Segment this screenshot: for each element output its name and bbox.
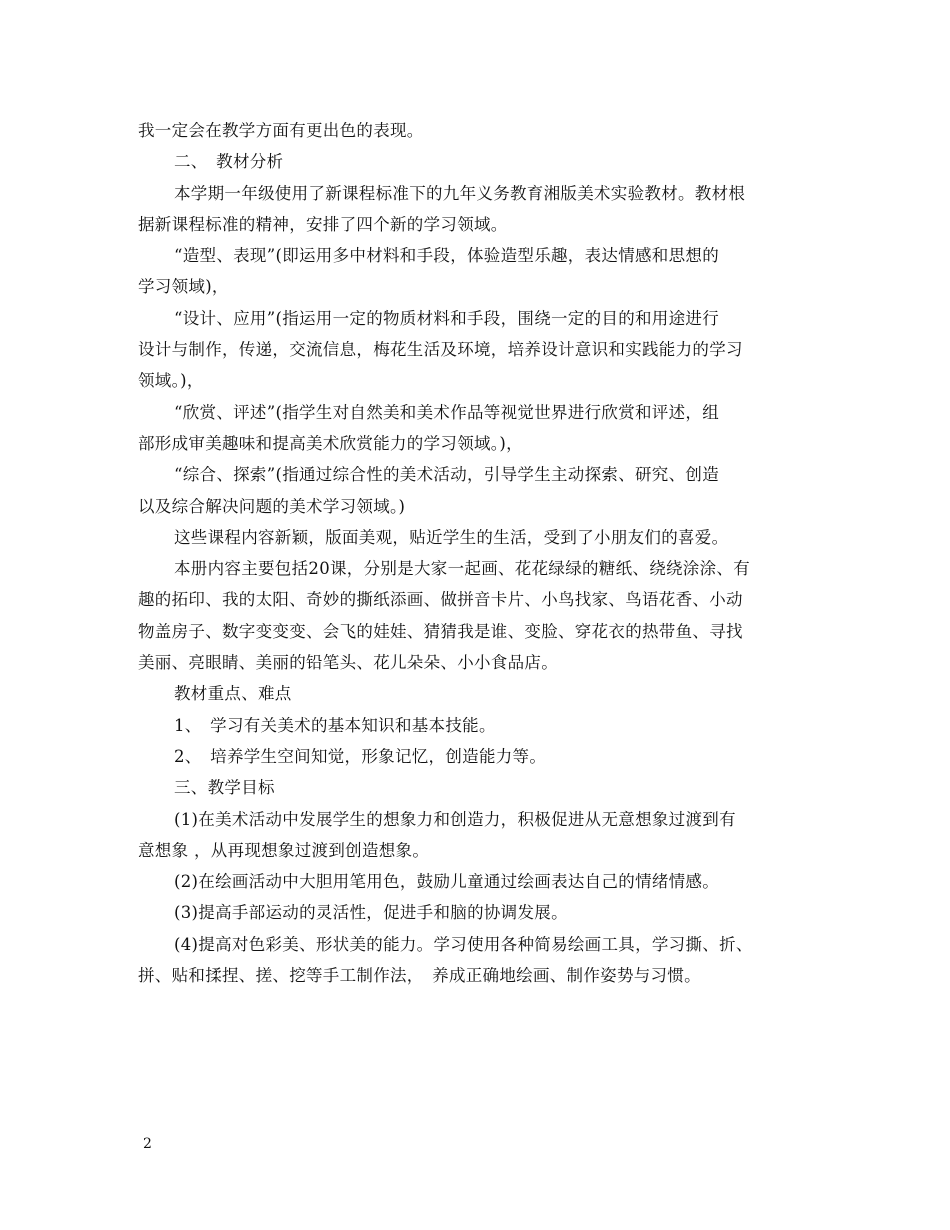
text-line: 领域。)， [138,371,204,391]
paragraph [138,459,828,522]
text-line: 物盖房子、数字变变变、会飞的娃娃、猜猜我是谁、变脸、穿花衣的热带鱼、寻找 [138,621,743,641]
text-line: (2)在绘画活动中大胆用笔用色，鼓励儿童通过绘画表达自己的情绪情感。 [174,872,720,892]
paragraph [138,115,828,146]
text-line: 2、 培养学生空间知觉，形象记忆，创造能力等。 [174,746,547,766]
text-line: 学习领域)， [138,277,229,297]
paragraph [138,804,828,867]
text-line: (3)提高手部运动的灵活性，促进手和脑的协调发展。 [174,903,568,923]
page-number: 2 [143,1136,152,1152]
text-line: 这些课程内容新颖，版面美观，贴近学生的生活，受到了小朋友们的喜爱。 [174,527,729,547]
text-line: (1)在美术活动中发展学生的想象力和创造力，积极促进从无意想象过渡到有 [174,809,736,829]
paragraph [138,553,828,678]
paragraph [138,178,828,241]
text-line: 三、教学目标 [174,778,275,798]
text-line: 意想象 ，从再现想象过渡到创造想象。 [138,840,430,860]
text-line: 部形成审美趣味和提高美术欣赏能力的学习领域。)， [138,433,523,453]
text-line: 二、 教材分析 [174,152,284,172]
text-line: 1、 学习有关美术的基本知识和基本技能。 [174,715,496,735]
body-text [138,115,828,991]
text-line: “造型、表现”(即运用多中材料和手段，体验造型乐趣，表达情感和思想的 [174,246,720,266]
paragraph [138,146,828,177]
text-line: 趣的拓印、我的太阳、奇妙的撕纸添画、做拼音卡片、小鸟找家、鸟语花香、小动 [138,590,743,610]
paragraph [138,710,828,741]
text-line: “设计、应用”(指运用一定的物质材料和手段，围绕一定的目的和用途进行 [174,308,720,328]
text-line: 本册内容主要包括20课，分别是大家一起画、花花绿绿的糖纸、绕绕涂涂、有 [174,559,750,579]
paragraph [138,522,828,553]
paragraph [138,240,828,303]
paragraph [138,772,828,803]
text-line: 设计与制作，传递，交流信息，梅花生活及环境，培养设计意识和实践能力的学习 [138,340,743,360]
text-line: 我一定会在教学方面有更出色的表现。 [138,121,424,140]
text-line: 据新课程标准的精神，安排了四个新的学习领域。 [138,214,508,234]
text-line: “欣赏、评述”(指学生对自然美和美术作品等视觉世界进行欣赏和评述，组 [174,402,720,422]
text-line: 以及综合解决问题的美术学习领域。) [138,496,406,516]
text-line: 美丽、亮眼睛、美丽的铅笔头、花儿朵朵、小小食品店。 [138,653,558,673]
text-line: “综合、探索”(指通过综合性的美术活动，引导学生主动探索、研究、创造 [174,465,720,485]
paragraph [138,678,828,709]
text-line: 拼、贴和揉捏、搓、挖等手工制作法， 养成正确地绘画、制作姿势与习惯。 [138,966,701,986]
paragraph [138,897,828,928]
text-line: 本学期一年级使用了新课程标准下的九年义务教育湘版美术实验教材。教材根 [174,183,746,203]
paragraph [138,929,828,992]
paragraph [138,741,828,772]
paragraph [138,303,828,397]
text-line: 教材重点、难点 [174,684,292,704]
paragraph [138,866,828,897]
text-line: (4)提高对色彩美、形状美的能力。学习使用各种简易绘画工具，学习撕、折、 [174,934,753,954]
paragraph [138,397,828,460]
